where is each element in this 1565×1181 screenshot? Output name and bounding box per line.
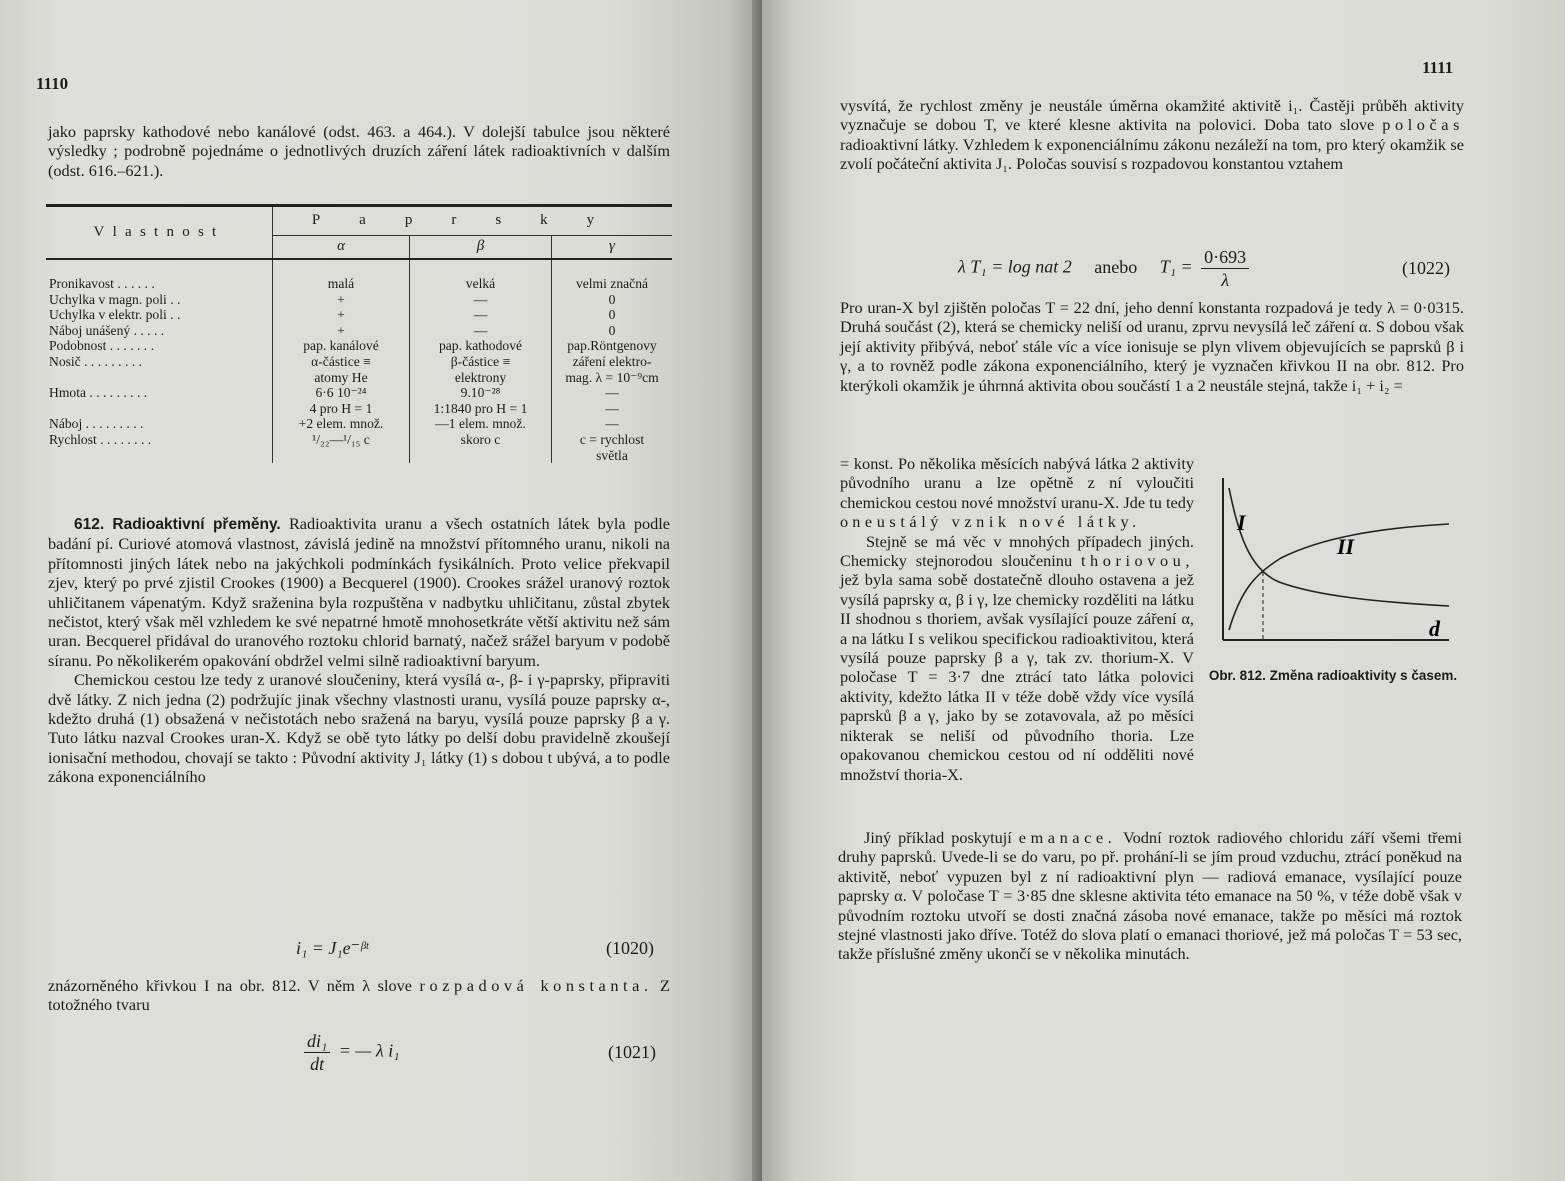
equation-1022-fraction (1201, 246, 1249, 291)
table-cell-prop: Uchylka v magn. poli . . (49, 291, 181, 307)
right-paragraph-2-cont (840, 454, 1194, 784)
table-row (46, 292, 672, 308)
table-cell-prop: Pronikavost . . . . . . (49, 276, 155, 291)
table-row (46, 370, 672, 386)
properties-table (46, 204, 672, 463)
table-cell-a: + (273, 307, 410, 323)
table-row (46, 307, 672, 323)
section-number: 612. (74, 516, 105, 533)
thorium-term: thoriovou, (1080, 551, 1194, 571)
table-cell-a: 4 pro H = 1 (273, 401, 410, 417)
column-header-beta: β (410, 236, 552, 260)
table-row (46, 385, 672, 401)
right-p1-b: radioaktivní látky. Vzhledem k exponenciálnímu zákonu nezáleží na tom, pro který okamžik se zvolí počáteční aktivita J₁. Poločas souvisí s rozpadovou konstantou vztahem (840, 134, 1464, 174)
table-cell-prop (46, 448, 273, 464)
equation-1021 (300, 1030, 399, 1075)
table-cell-g: mag. λ = 10⁻⁹cm (552, 370, 673, 386)
equation-1021-fraction (304, 1030, 330, 1075)
table-cell-g: pap.Röntgenovy (552, 338, 673, 354)
table-body (46, 259, 672, 463)
table-cell-a: malá (273, 259, 410, 292)
table-cell-a: pap. kanálové (273, 338, 410, 354)
table-cell-prop (46, 370, 273, 386)
right-p3-a: Stejně se má věc v mnohých případech jiných. Chemicky stejnorodou sloučeninu (840, 531, 1194, 571)
right-paragraph-2: Pro uran-X byl zjištěn poločas T = 22 dní, jeho denní konstanta rozpadová je tedy λ = 0·0315. Druhá součást (2), která se chemicky neliší od uranu, zprvu nevysílá leč záření α. S dobou však její aktivity přibývá, neboť stále víc a více ionisuje se plyn vlivem objevujících se paprsků β i γ, a to rovněž podle zákona exponenciálního, který je vyznačen křivkou II na obr. 812. Pro kterýkoli okamžik je úhrnná aktivita obou součástí 1 a 2 neustále stejná, takže i₁ + i₂ = (840, 298, 1464, 395)
column-group-rays: Paprsky (273, 207, 673, 236)
table-cell-g: 0 (552, 307, 673, 323)
activity-decay-graph (1217, 478, 1453, 656)
table-cell-g: — (552, 385, 673, 401)
table-cell-prop: Rychlost . . . . . . . . (49, 431, 152, 447)
paragraph-3-a: znázorněného křivkou I na obr. 812. V něm λ slove (48, 976, 413, 995)
new-substance-term: neustálý vznik nové látky. (852, 512, 1141, 532)
intro-paragraph (48, 122, 670, 180)
section-paragraph-2: Chemickou cestou lze tedy z uranové sloučeniny, která vysílá α-, β- i γ-paprsky, připraviti dvě látky. Z nich jedna (2) podržujíc jinak všechny vlastnosti uranu, vysílá pouze paprsky α-, kdežto druhá (1) obsažená v nečistotách nebo sražená na baryu, vysílá pouze paprsky β a γ. Tuto látku nazval Crookes uran-X. Když se obě tyto látky po delší dobu pravidelně zkoušejí ionisační methodou, chovají se takto : Původní aktivity J₁ látky (1) s dobou t ubývá, a to podle zákona exponenciálního (48, 670, 670, 787)
table-row (46, 401, 672, 417)
decay-constant-term: rozpadová konstanta. (419, 976, 653, 995)
table-cell-prop: Nosič . . . . . . . . . (49, 353, 142, 369)
table-cell-prop: Podobnost . . . . . . . (49, 338, 154, 354)
paragraph-3 (48, 976, 670, 1015)
column-header-gamma: γ (552, 236, 673, 260)
equation-1022-denominator: λ (1221, 270, 1230, 290)
equation-1021-denominator: dt (310, 1054, 325, 1074)
table-row (46, 338, 672, 354)
table-cell-prop: Uchylka v elektr. poli . . (49, 307, 181, 323)
intro-text: jako paprsky kathodové nebo kanálové (odst. 463. a 464.). V dolejší tabulce jsou některé výsledky ; podrobně pojednáme o jednotlivých druzích záření látek radioaktivních v dalším (odst. 616.–621.). (48, 122, 670, 180)
page-number-left: 1110 (36, 74, 69, 93)
table-cell-g: — (552, 416, 673, 432)
equation-1022-number: (1022) (1402, 258, 1450, 278)
table-cell-b: β-částice ≡ (410, 354, 552, 370)
table-cell-a: atomy He (273, 370, 410, 386)
table-cell-a: α-částice ≡ (273, 354, 410, 370)
equation-1021-rhs: = — λ i₁ (338, 1040, 400, 1061)
table-cell-prop: Hmota . . . . . . . . . (49, 385, 148, 401)
table-cell-b: elektrony (410, 370, 552, 386)
table-cell-b: — (410, 307, 552, 323)
section-612 (48, 514, 670, 787)
table-cell-prop: Náboj unášený . . . . . (49, 322, 165, 338)
table-cell-a: ¹/₂₂—¹/₁₅ c (273, 432, 410, 448)
table-cell-b: skoro c (410, 432, 552, 448)
equation-1020-number: (1020) (606, 938, 654, 958)
table-row (46, 259, 672, 292)
table-cell-a (273, 448, 410, 464)
table-cell-g: velmi značná (552, 259, 673, 292)
table-row (46, 416, 672, 432)
axis-d-label: d (1429, 616, 1440, 641)
table-cell-prop (46, 401, 273, 417)
right-p2-end: = konst. Po několika měsících nabývá látka 2 aktivity původního uranu a lze opětně z ní vyloučiti chemickou cestou nové množství uranu-X. Jde tu tedy o (840, 454, 1194, 532)
table-cell-a: + (273, 323, 410, 339)
figure-812 (1217, 478, 1453, 656)
table-cell-b: pap. kathodové (410, 338, 552, 354)
curve-II-label: II (1337, 534, 1355, 559)
table-cell-b (410, 448, 552, 464)
half-life-term: poločas (1382, 115, 1464, 135)
column-header-alpha: α (273, 236, 410, 260)
equation-1020: i₁ = J₁e⁻ᵝᵗ (296, 938, 369, 958)
left-page (0, 0, 760, 1181)
table-cell-prop: Náboj . . . . . . . . . (49, 416, 144, 432)
table-cell-b: — (410, 323, 552, 339)
table-row (46, 432, 672, 448)
table-row (46, 354, 672, 370)
table-cell-g: — (552, 401, 673, 417)
equation-1021-numerator: di₁ (304, 1030, 330, 1053)
right-p3-b: jež byla sama sobě dostatečně dlouho ostavena a jež vysílá paprsky α, β i γ, lze chemicky rozděliti na látku II shodnou s thoriem, avšak vysílající pouze záření α, a na látku I s velikou specifickou radioaktivitou, která vysílá pouze paprsky β a γ, tak zv. thorium-X. V poločase T = 3·7 dne ztrácí tato látka polovici aktivity, kdežto látka II v téže době vždy více vysílá paprsků β a γ, jako by se zotavovala, až po měsíci nikterak se neliší od původního thoria. Lze opakovanou chemickou cestou od ní odděliti nové množství thoria-X. (840, 570, 1194, 784)
right-paragraph-4 (838, 828, 1462, 964)
right-p4-a: Jiný příklad poskytují (864, 828, 1012, 847)
equation-1022-t: T₁ = (1159, 256, 1193, 277)
table-cell-g: záření elektro- (552, 354, 673, 370)
column-header-property: Vlastnost (46, 207, 273, 259)
equation-1022-numerator: 0·693 (1201, 246, 1249, 269)
equation-1022 (958, 246, 1253, 291)
emanation-term: emanace. (1018, 828, 1117, 847)
table-cell-b: —1 elem. množ. (410, 416, 552, 432)
equation-1021-number: (1021) (608, 1042, 656, 1062)
table-row (46, 448, 672, 464)
table-cell-g: c = rychlost (552, 432, 673, 448)
right-paragraph-1 (840, 96, 1464, 174)
paragraph-3-b: Z totožného tvaru (48, 976, 670, 1015)
table-row (46, 323, 672, 339)
rays-table (46, 207, 672, 463)
table-cell-a: 6·6 10⁻²⁴ (273, 385, 410, 401)
equation-1022-or: anebo (1094, 256, 1138, 277)
section-paragraph-1: Radioaktivita uranu a všech ostatních látek byla podle badání pí. Curiové atomová vlastnost, závislá jedině na množství přítomného uranu, nikoli na přítomnosti jiných látek nebo na jakýchkoli podmínkách fysikálních. Proto velice překvapil zjev, který po prvé zjistil Crookes (1900) a Becquerel (1900). Crookes srážel uranový roztok uhličitanem vápenatým. Když sraženina byla rozpuštěna v nadbytku uhličitanu, zůstal zbytek nečistot, který však měl vzhledem ke své nepatrné hmotě mnohosetkráte větší aktivitu než sám uran. Becquerel přidával do uranového roztoku chlorid barnatý, načež srážel baryum v podobě síranu. Po několikerém opakování obdržel velmi silně radioaktivní baryum. (48, 514, 671, 670)
table-cell-g: 0 (552, 323, 673, 339)
curve-I-label: I (1237, 510, 1246, 535)
table-cell-b: — (410, 292, 552, 308)
section-title: Radioaktivní přeměny. (112, 516, 281, 533)
table-cell-g: světla (552, 448, 673, 464)
right-p4-b: Vodní roztok radiového chloridu září všemi třemi druhy paprsků. Uvede-li se do varu, po př. prohání-li se jím proud vzduchu, ztrácí poněkud na aktivitě, neboť vypuzen byl z ní radioaktivní plyn — radiová emanace, vysílající pouze paprsky α. V poločase T = 3·85 dne sklesne aktivita této emanace na 50 %, v téže době však v původním roztoku utvoří se dosti značná zásoba nové emanace, takže po měsíci má roztok stejné vlastnosti jako dříve. Totéž do slova platí o emanaci thoriové, jež má poločas T = 53 sec, takže příslušné změny ukončí se v několika minutách. (838, 828, 1462, 964)
equation-1022-left: λ T₁ = log nat 2 (958, 256, 1072, 277)
table-cell-g: 0 (552, 292, 673, 308)
table-cell-a: + (273, 292, 410, 308)
figure-caption: Obr. 812. Změna radioaktivity s časem. (1208, 668, 1458, 683)
table-cell-b: 9.10⁻²⁸ (410, 385, 552, 401)
table-cell-b: velká (410, 259, 552, 292)
right-p1-a: vysvítá, že rychlost změny je neustále úměrna okamžité aktivitě i₁. Častěji průběh aktivity vyznačuje se dobou T, ve které klesne aktivita na polovici. Doba tato slove (840, 96, 1464, 135)
table-cell-a: +2 elem. množ. (273, 416, 410, 432)
table-cell-b: 1:1840 pro H = 1 (410, 401, 552, 417)
page-number-right: 1111 (1422, 58, 1454, 77)
